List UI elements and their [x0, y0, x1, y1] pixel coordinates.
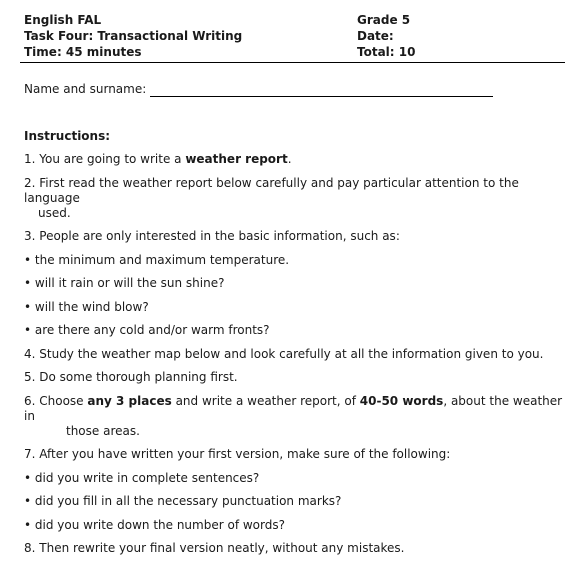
instruction-6-mid: and write a weather report, of [171, 393, 360, 408]
instructions-title: Instructions: [24, 129, 111, 143]
instruction-7: 7. After you have written your first version, make sure of the following: [24, 447, 451, 461]
instruction-1 [24, 152, 566, 167]
subject-label: English FAL [24, 13, 102, 27]
instruction-6 [24, 394, 566, 439]
bullet-item: • will the wind blow? [24, 299, 149, 314]
instruction-2-continuation: used. [38, 205, 71, 220]
instruction-3: 3. People are only interested in the basic information, such as: [24, 229, 400, 243]
name-field-row [24, 81, 493, 97]
grade-label: Grade 5 [357, 13, 411, 27]
bullet-item: • did you write in complete sentences? [24, 470, 260, 485]
header-left [24, 12, 242, 60]
header-right [357, 12, 415, 60]
instruction-6-end: , about the weather in [24, 393, 563, 423]
worksheet-header [0, 12, 573, 68]
total-label: Total: 10 [357, 45, 416, 59]
instruction-1-bold: weather report [185, 152, 288, 166]
instruction-6-bold-places: any 3 places [87, 393, 172, 408]
instruction-2 [24, 176, 566, 221]
instructions-list [24, 152, 566, 565]
bullet-item: • will it rain or will the sun shine? [24, 276, 225, 290]
instruction-4: 4. Study the weather map below and look carefully at all the information given to you. [24, 346, 544, 361]
instruction-6-text: 6. Choose [24, 393, 88, 408]
bullet-item: • did you write down the number of words? [24, 517, 285, 532]
bullet-item: • are there any cold and/or warm fronts? [24, 323, 270, 337]
instruction-6-bold-words: 40-50 words [359, 393, 444, 408]
name-label: Name and surname: [24, 82, 147, 96]
date-label: Date: [357, 29, 394, 43]
bullet-item: • did you fill in all the necessary punctuation marks? [24, 494, 342, 508]
instruction-2-text: 2. First read the weather report below carefully and pay particular attention to the language [24, 175, 519, 205]
instruction-1-end: . [287, 152, 292, 166]
task-label: Task Four: Transactional Writing [24, 29, 243, 43]
header-divider [20, 62, 565, 63]
instruction-1-text: 1. You are going to write a [24, 152, 186, 166]
instruction-6-continuation: those areas. [66, 423, 140, 438]
time-label: Time: 45 minutes [24, 45, 142, 59]
instruction-5: 5. Do some thorough planning first. [24, 370, 238, 384]
instruction-8: 8. Then rewrite your final version neatly, without any mistakes. [24, 541, 405, 555]
name-fill-line[interactable] [150, 86, 493, 97]
bullet-item: • the minimum and maximum temperature. [24, 252, 290, 267]
